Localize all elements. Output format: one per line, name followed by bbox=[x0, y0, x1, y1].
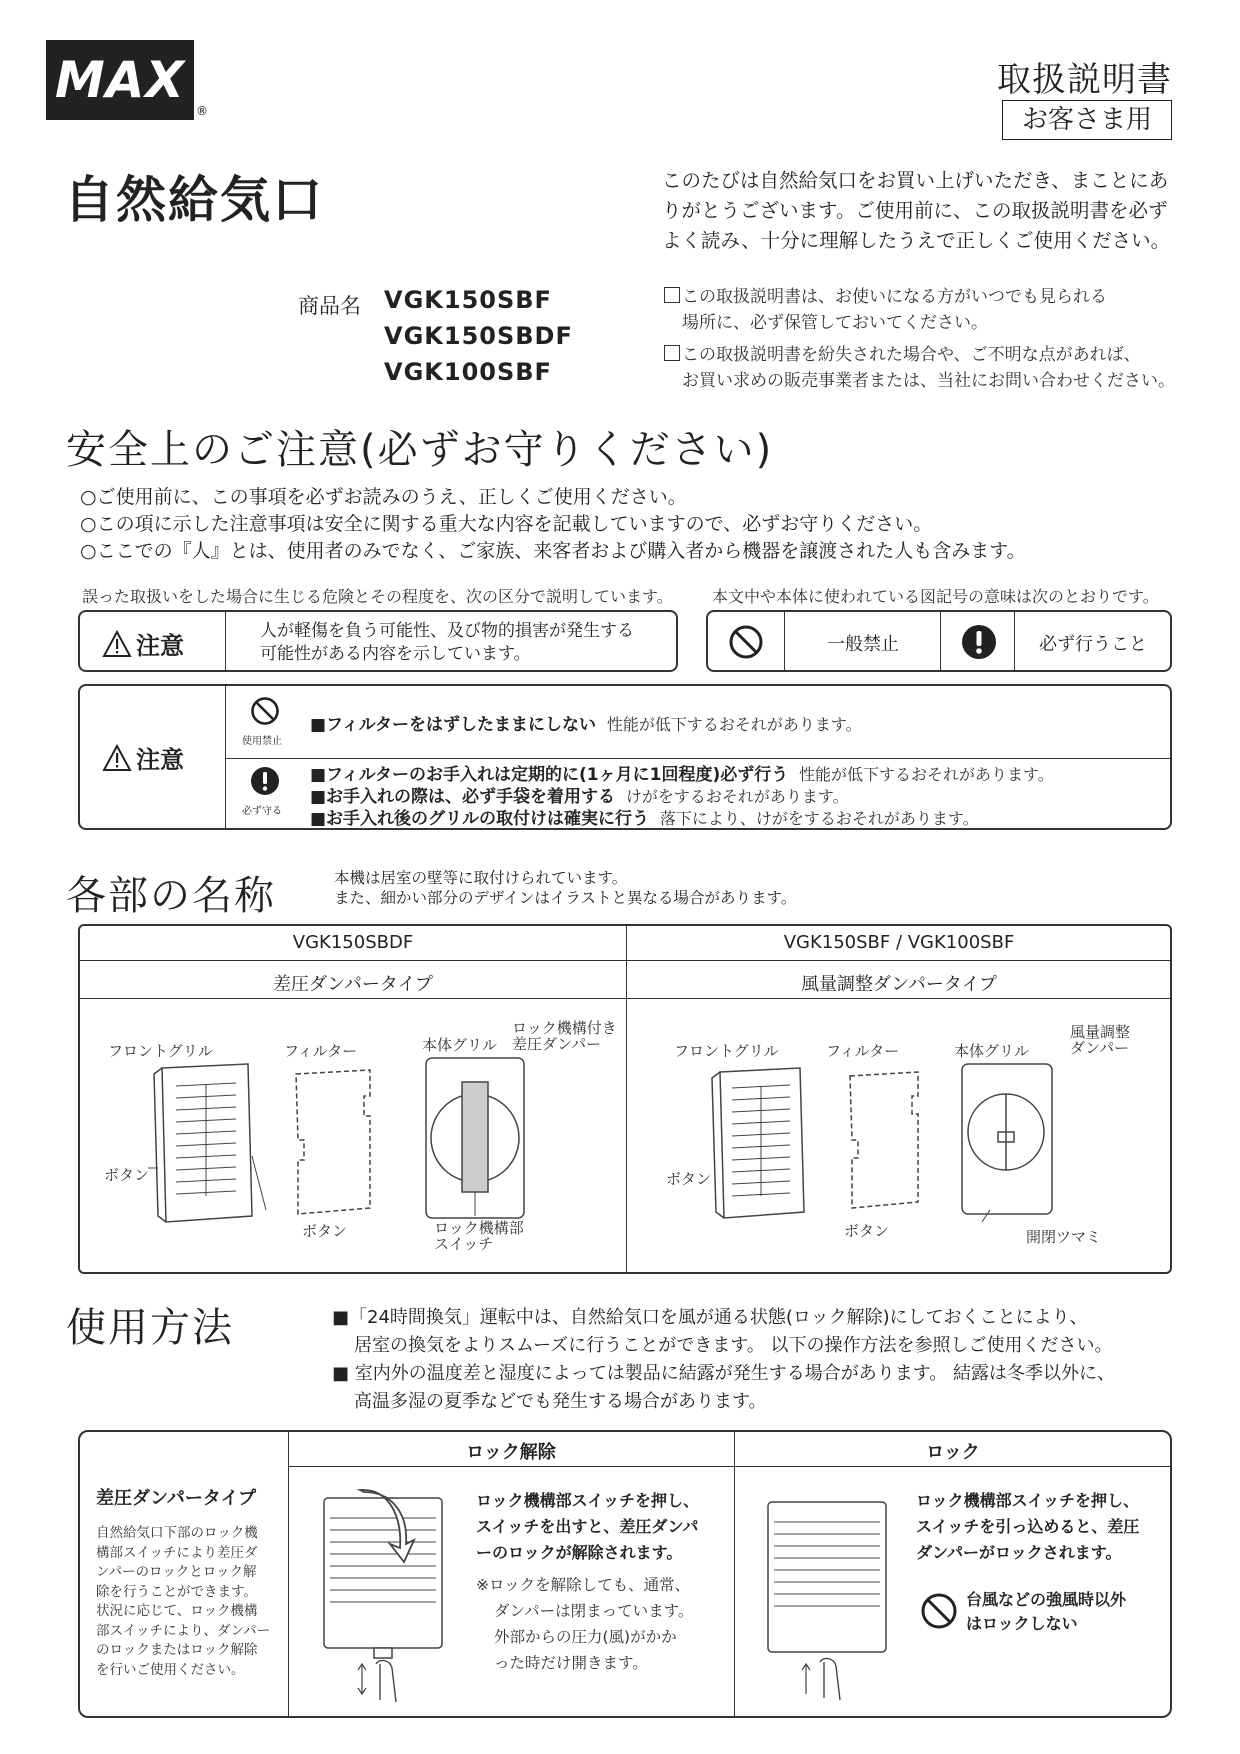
checkbox-square-icon bbox=[664, 287, 680, 303]
caution-definition-box bbox=[78, 610, 678, 672]
unlock-note: ※ロックを解除しても、通常、 ダンパーは閉まっています。 外部からの圧力(風)がかか った時だけ開きます。 bbox=[476, 1576, 694, 1672]
caution-description: 人が軽傷を負う可能性、及び物的損害が発生する 可能性がある内容を示しています。 bbox=[260, 621, 634, 664]
caution-label: 注意 bbox=[102, 740, 184, 775]
lock-warning: 台風などの強風時以外 はロックしない bbox=[966, 1590, 1127, 1633]
safety-heading: 安全上のご注意(必ずお守りください) bbox=[66, 427, 774, 473]
lock-illustration bbox=[764, 1492, 894, 1712]
parts-illustration-airflow bbox=[700, 1062, 1140, 1232]
usage-table bbox=[78, 1430, 1172, 1718]
must-caption: 必ず守る bbox=[242, 806, 282, 817]
rule-line: ■フィルターをはずしたままにしない 性能が低下するおそれがあります。 bbox=[310, 715, 862, 735]
parts-left-model: VGK150SBDF bbox=[292, 932, 414, 953]
label-button: ボタン bbox=[302, 1222, 348, 1240]
rule-line: ■お手入れの際は、必ず手袋を着用する けがをするおそれがあります。 bbox=[310, 787, 849, 807]
parts-table bbox=[78, 924, 1172, 1274]
safety-bullet: ○ここでの『人』とは、使用者のみでなく、ご家族、来客者および購入者から機器を譲渡された人も含みます。 bbox=[80, 540, 1026, 562]
prohibited-icon bbox=[250, 696, 280, 726]
parts-note: 本機は居室の壁等に取付けられています。 また、細かい部分のデザインはイラストと異なる場合があります。 bbox=[334, 869, 797, 907]
label-filter: フィルター bbox=[826, 1042, 900, 1060]
intro-text: このたびは自然給気口をお買い上げいただき、まことにありがとうございます。ご使用前に、この取扱説明書を必ずよく読み、十分に理解したうえで正しくご使用ください。 bbox=[662, 169, 1171, 252]
brand-logo: MAX bbox=[46, 40, 194, 120]
parts-right-type: 風量調整ダンパータイプ bbox=[800, 974, 998, 995]
mandatory-action-icon bbox=[250, 766, 280, 796]
model-name: VGK100SBF bbox=[384, 358, 552, 386]
label-front-grille: フロントグリル bbox=[674, 1042, 779, 1060]
product-title: 自然給気口 bbox=[64, 171, 324, 229]
rule-line: ■お手入れ後のグリルの取付けは確実に行う 落下により、けがをするおそれがあります。 bbox=[310, 809, 979, 829]
label-button: ボタン bbox=[666, 1170, 712, 1188]
parts-illustration-differential bbox=[140, 1056, 610, 1236]
label-button: ボタン bbox=[104, 1166, 150, 1184]
label-open-close-knob: 開閉ツマミ bbox=[1026, 1228, 1102, 1246]
label-button: ボタン bbox=[844, 1222, 890, 1240]
model-name: VGK150SBF bbox=[384, 286, 552, 314]
prohibited-icon bbox=[728, 624, 764, 660]
usage-type-title: 差圧ダンパータイプ bbox=[96, 1488, 257, 1509]
usage-type-description: 自然給気口下部のロック機 構部スイッチにより差圧ダ ンパーのロックとロック解 除を行うことができます。 状況に応じて、ロック機構 部スイッチにより、ダンパー のロックまたはロック解除 を行いご使用ください。 bbox=[96, 1525, 271, 1678]
label-body-grille: 本体グリル bbox=[422, 1036, 498, 1054]
usage-heading: 使用方法 bbox=[66, 1305, 234, 1351]
warning-triangle-icon bbox=[102, 744, 132, 772]
document-title: 取扱説明書 bbox=[997, 60, 1172, 100]
label-lock-switch: ロック機構部 スイッチ bbox=[434, 1219, 524, 1253]
rule-line: ■フィルターのお手入れは定期的に(1ヶ月に1回程度)必ず行う 性能が低下するおそれがあります。 bbox=[310, 765, 1054, 785]
mandatory-action-icon bbox=[960, 623, 998, 661]
usage-instructions: ■「24時間換気」運転中は、自然給気口を風が通る状態(ロック解除)にしておくことにより、 居室の換気をよりスムーズに行うことができます。 以下の操作方法を参照しご使用ください。 ■ 室内外の温度差と湿度によっては製品に結露が発生する場合があります。 結露は冬季以外に、 高温多湿の夏季などでも発生する場合があります。 bbox=[332, 1307, 1116, 1412]
safety-bullet: ○この項に示した注意事項は安全に関する重大な内容を記載していますので、必ずお守りください。 bbox=[80, 513, 933, 535]
parts-heading: 各部の名称 bbox=[66, 873, 276, 919]
safety-bullets bbox=[80, 484, 1026, 565]
label-body-grille: 本体グリル bbox=[954, 1042, 1030, 1060]
note-keep-manual: この取扱説明書は、お使いになる方がいつでも見られる 場所に、必ず保管しておいてください。 bbox=[664, 284, 1179, 336]
checkbox-square-icon bbox=[664, 345, 680, 361]
model-name: VGK150SBDF bbox=[384, 322, 573, 350]
caution-label: 注意 bbox=[102, 626, 184, 661]
document-audience: お客さま用 bbox=[1002, 100, 1172, 140]
symbol-prohibit-label: 一般禁止 bbox=[827, 634, 899, 655]
must-rules bbox=[310, 764, 1054, 830]
safety-bullet: ○ご使用前に、この事項を必ずお読みのうえ、正しくご使用ください。 bbox=[80, 486, 687, 508]
risk-caption: 誤った取扱いをした場合に生じる危険とその程度を、次の区分で説明しています。 bbox=[82, 587, 673, 606]
lock-header: ロック bbox=[926, 1442, 980, 1463]
unlock-header: ロック解除 bbox=[466, 1442, 556, 1463]
symbol-must-label: 必ず行うこと bbox=[1039, 634, 1147, 655]
label-front-grille: フロントグリル bbox=[108, 1042, 213, 1060]
prohibited-icon bbox=[920, 1592, 958, 1630]
lock-instructions: ロック機構部スイッチを押し、 スイッチを引っ込めると、差圧 ダンパーがロックされます。 bbox=[916, 1491, 1140, 1562]
unlock-illustration bbox=[320, 1488, 450, 1714]
unlock-instructions: ロック機構部スイッチを押し、 スイッチを出すと、差圧ダンパ ーのロックが解除されます。 bbox=[476, 1491, 700, 1562]
label-filter: フィルター bbox=[284, 1042, 358, 1060]
note-lost-manual: この取扱説明書を紛失された場合や、ご不明な点があれば、 お買い求めの販売事業者または、当社にお問い合わせください。 bbox=[664, 342, 1179, 394]
model-label: 商品名 bbox=[298, 294, 361, 318]
registered-mark: ® bbox=[196, 104, 208, 118]
caution-rules-box bbox=[78, 684, 1172, 830]
prohibit-caption: 使用禁止 bbox=[242, 736, 282, 747]
label-airflow-damper: 風量調整 ダンパー bbox=[1070, 1023, 1131, 1057]
parts-right-model: VGK150SBF / VGK100SBF bbox=[783, 932, 1015, 953]
parts-left-type: 差圧ダンパータイプ bbox=[272, 974, 434, 995]
label-damper: ロック機構付き 差圧ダンパー bbox=[512, 1019, 617, 1053]
symbol-legend-box bbox=[706, 610, 1172, 672]
symbol-caption: 本文中や本体に使われている図記号の意味は次のとおりです。 bbox=[712, 587, 1159, 606]
warning-triangle-icon bbox=[102, 630, 132, 658]
